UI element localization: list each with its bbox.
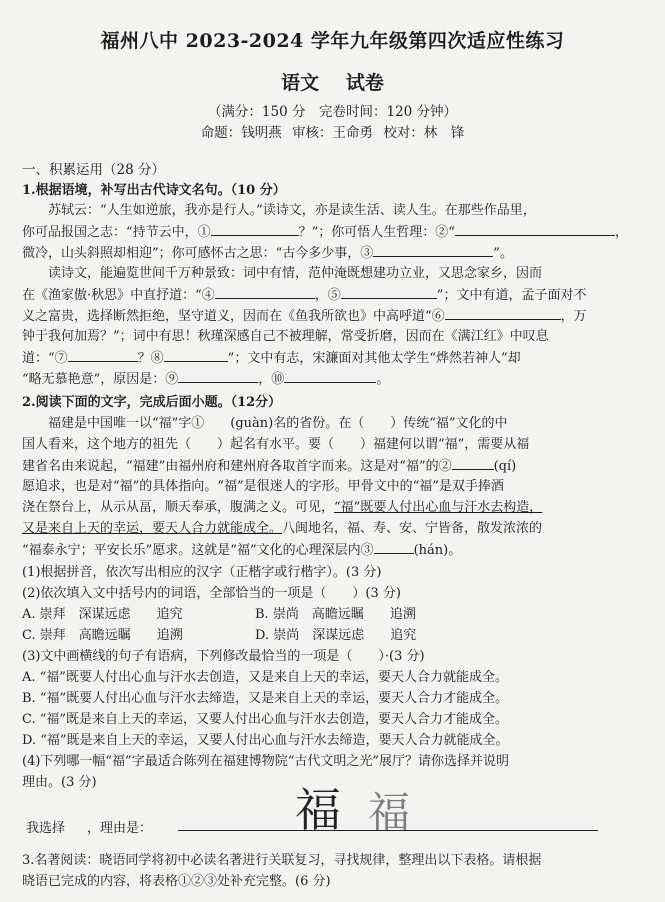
q2-sub1: (1)根据拼音，依次写出相应的汉字（正楷字或行楷字）。(3 分) [22, 565, 382, 580]
exam-title: 福州八中 2023-2024 学年九年级第四次适应性练习 [100, 30, 565, 52]
option-c: C. 崇拜 高瞻远瞩 追溯 [22, 628, 183, 643]
underlined-sentence: “福”既要人付出心血与汗水去构造， [334, 500, 543, 515]
exam-staff [0, 121, 665, 141]
q2-passage: 国人看来，这个地方的祖先（ ）起名有水平。要（ ）福建何以谓“福”，需要从福 [22, 437, 530, 452]
q1-line: 道：“⑦ ？⑧ ”；文中有志，宋濂面对其他太学生“烨然若神人”却 [22, 347, 642, 369]
q1-line: 义之富贵，选择断然拒绝，坚守道义，因而在《鱼我所欲也》中高呼道“⑥ ，万 [22, 305, 642, 327]
fu-sample-1: 福 [295, 783, 341, 837]
q2-passage: 又是来自上天的幸运，要天人合力就能成全。八闽地名，福、寿、安、宁皆备，散发浓浓的 [22, 521, 543, 536]
q1-line: 在《渔家傲·秋思》中直抒道：“④ ，⑤ ”；文中有道，孟子面对不 [22, 284, 642, 306]
exam-subtitle [0, 68, 665, 95]
q1-line: “略无慕艳意”，原因是：⑨ ，⑩ 。 [22, 368, 642, 390]
option-a: A. “福”既要人付出心血与汗水去创造，又是来自上天的幸运，要天人合力就能成全。 [22, 670, 508, 685]
option-c: C. “福”既是来自上天的幸运，又要人付出心血与汗水去创造，要天人合力才能成全。 [22, 712, 509, 727]
q3-line: 晓语已完成的内容，将表格①②③处补充完整。(6 分) [22, 874, 331, 889]
q2-passage: 浇在祭台上，从示从畐，顺天奉承，腹满之义。可见，“福”既要人付出心血与汗水去构造， [22, 500, 543, 515]
q2-passage: 福建是中国唯一以“福”字① (guàn)名的省份。在（ ）传统“福”文化的中 [48, 416, 508, 431]
q1-line: 钟于我何加焉？”；词中有思！秋瑾深感自己不被理解，常受折磨，因而在《满江红》中叹息 [22, 329, 549, 344]
q2-passage: 建省名由来说起，“福建”由福州府和建州府各取首字而来。这是对“福”的② (qí) [22, 455, 642, 477]
choose-label: 我选择 ，理由是： [26, 821, 153, 836]
exam-meta: （满分：150 分 完卷时间：120 分钟） [207, 104, 458, 120]
q1-line: 苏轼云：“人生如逆旅，我亦是行人。”读诗文，亦是读生活、读人生。在那些作品里， [48, 203, 536, 218]
proofreader: 校对：林 锋 [383, 125, 465, 141]
option-b: B. “福”既要人付出心血与汗水去缔造，又是来自上天的幸运，要天人合力才能成全。 [22, 691, 509, 706]
q2-passage: 愿追求，也是对“福”的具体指向。“福”是很迷人的字形。甲骨文中的“福”是双手捧酒 [22, 479, 504, 494]
q2-title: 2.阅读下面的文字，完成后面小题。（12分） [22, 395, 282, 410]
q1-line: 读诗文，能遍览世间千万种景致：词中有情，范仲淹既想建功立业，又思念家乡，因而 [48, 266, 543, 281]
underlined-sentence: 又是来自上天的幸运，要天人合力就能成全。 [22, 521, 283, 536]
option-d: D. 崇尚 深谋远虑 追究 [255, 628, 417, 643]
q2-sub3: (3)文中画横线的句子有语病，下列修改最恰当的一项是（ ）·(3 分) [22, 649, 425, 664]
section-heading: 一、积累运用（28 分） [22, 162, 165, 178]
q1-line: 微冷，山头斜照却相迎”；你可感怀古之思：“古今多少事，③ ”。 [22, 242, 642, 264]
q1-title: 1.根据语境，补写出古代诗文名句。（10 分） [22, 183, 286, 198]
q2-sub4: 理由。(3 分) [22, 775, 97, 790]
q2-sub4: (4)下列哪一幅“福”字最适合陈列在福建博物院“古代文明之光”展厅？请你选择并说明 [22, 754, 509, 769]
q2-sub2: (2)依次填入文中括号内的词语，全部恰当的一项是（ ）(3 分) [22, 586, 401, 601]
option-a: A. 崇拜 深谋远虑 追究 [22, 607, 183, 622]
proposer: 命题：钱明燕 [200, 125, 282, 141]
subject-label: 语文 [281, 72, 320, 94]
option-d: D. “福”既是来自上天的幸运，又要人付出心血与汗水去缔造，要天人合力就能成全。 [22, 733, 509, 748]
reviewer: 审核：王命勇 [292, 125, 373, 141]
q1-line: 你可品报国之志：“持节云中，① ？”；你可悟人生哲理：②“ ， [22, 221, 642, 243]
paper-label: 试卷 [345, 72, 384, 94]
q3-line: 3.名著阅读：晓语同学将初中必读名著进行关联复习，寻找规律，整理出以下表格。请根据 [22, 853, 542, 868]
fu-sample-2: 福 [368, 788, 411, 837]
q2-passage: “福泰永宁；平安长乐”愿求。这就是“福”文化的心理深层内③ (hán)。 [22, 539, 642, 561]
option-b: B. 崇尚 高瞻远瞩 追溯 [255, 607, 416, 622]
answer-line [178, 830, 598, 831]
